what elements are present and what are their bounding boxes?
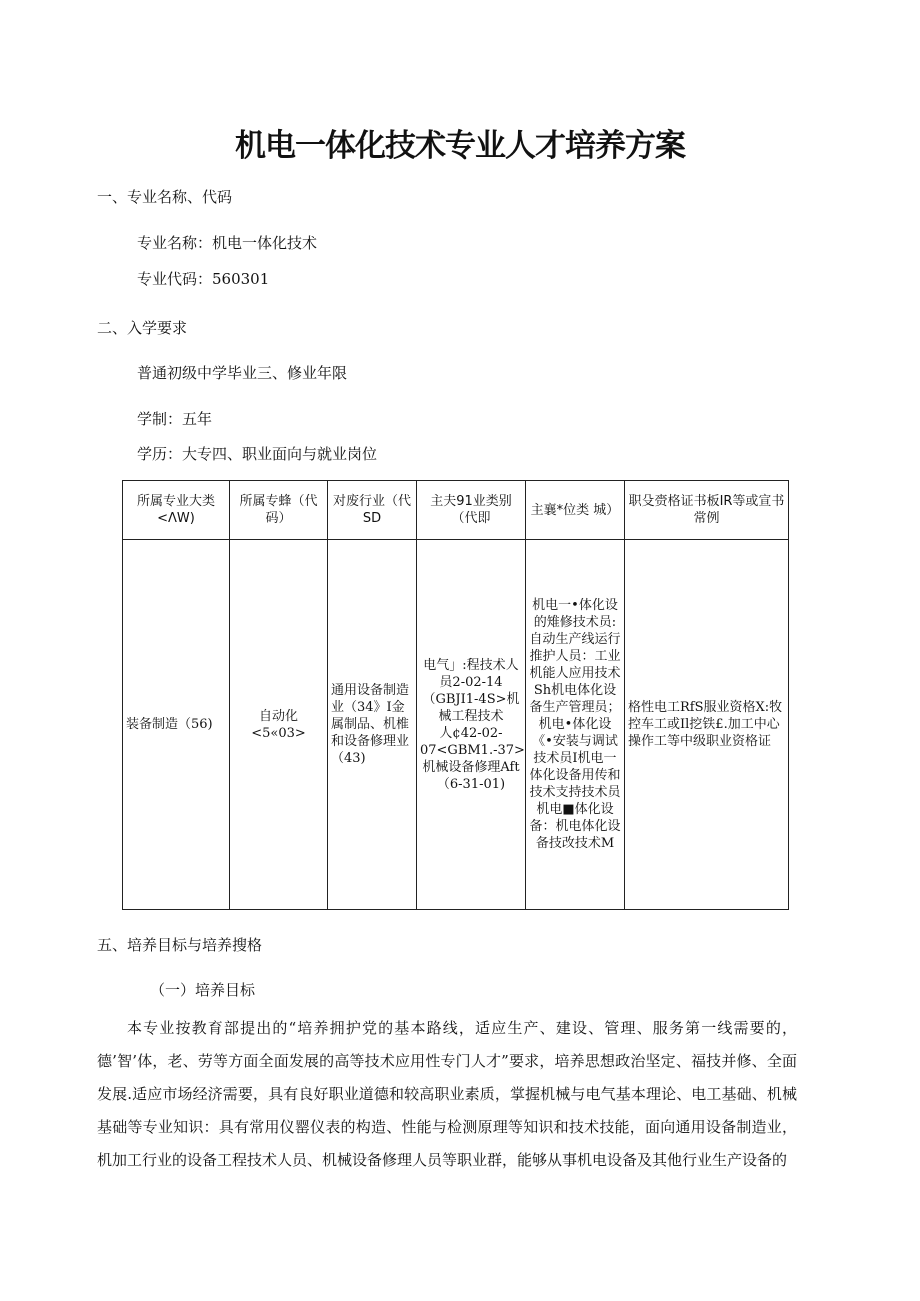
admission-requirement: 普通初级中学毕业三、修业年限 xyxy=(137,364,348,382)
study-duration: 学制：五年 xyxy=(137,410,213,428)
major-code: 专业代码：560301 xyxy=(137,270,270,288)
header-certificates: 职殳赍格证书板IR等或宣书常例 xyxy=(625,481,789,540)
degree-level: 学历：大专四、职业面向与就业岗位 xyxy=(137,445,378,463)
header-industry: 对废行业（代SD xyxy=(328,481,417,540)
header-job-positions: 主襄*位类 城） xyxy=(526,481,625,540)
major-name: 专业名称：机电一体化技术 xyxy=(137,234,318,252)
cell-industry: 通用设备制造业（34》I金属制品、机椎和设备修理业（43) xyxy=(328,540,417,910)
section-heading-admission: 二、入学要求 xyxy=(97,319,188,337)
objective-paragraph: 本专业按教育部提出的“培养拥护党的基本路线，适应生产、建设、管理、服务第一线需要的，德’智’体，老、劳等方面全面发展的高等技术应用性专门人才”要求，培养思想政治坚定、福技并修、全面发展.适应市场经济需要，具有良好职业道德和较高职业素质，掌握机械与电气基本理论、电工基础、机械基础等专业知识：具有常用仪罂仪表的构造、性能与检测原理等知识和技术技能，面向通用设备制造业，机加工行业的设备工程技术人员、机械设备修理人员等职业群，能够从事机电设备及其他行业生产设备的 xyxy=(97,1019,797,1169)
cell-occupation: 电气」:程技术人员2-02-14（GBJI1-4S>机械工程技术人¢42-02-07<GBM1.-37>机械设备修理Aft（6-31-01) xyxy=(417,540,526,910)
section-heading-name-code: 一、专业名称、代码 xyxy=(97,188,233,206)
header-occupation: 主夫91业类别（代即 xyxy=(417,481,526,540)
career-orientation-table xyxy=(122,480,789,910)
cell-major-category: 装备制造（56) xyxy=(123,540,230,910)
table-header-row xyxy=(123,481,789,540)
header-major-class: 所属专蜂（代码） xyxy=(230,481,328,540)
table-row xyxy=(123,540,789,910)
cell-job-positions: 机电一•体化设的雉修技术员:自动生产线运行推护人员：工业机能人应用技术Sh机电体化设备生产管理员；机电•体化设《•安装与调试技术员I机电一体化设备用传和技术支持技术员机电■体化设备：机电体化设备技改技术M xyxy=(526,540,625,910)
page-title: 机电一体化技术专业人才培养方案 xyxy=(235,128,685,164)
section-heading-objectives: 五、培养目标与培养搜格 xyxy=(97,936,263,954)
header-major-category: 所属专业大类 <ΛW) xyxy=(123,481,230,540)
cell-certificates: 格性电工RfS服业资格X:牧控车工或Il挖铁£.加工中心操作工等中级职业资格证 xyxy=(625,540,789,910)
subsection-heading-objective: （一）培养目标 xyxy=(150,981,256,999)
cell-major-class: 自动化<5«03> xyxy=(230,540,328,910)
